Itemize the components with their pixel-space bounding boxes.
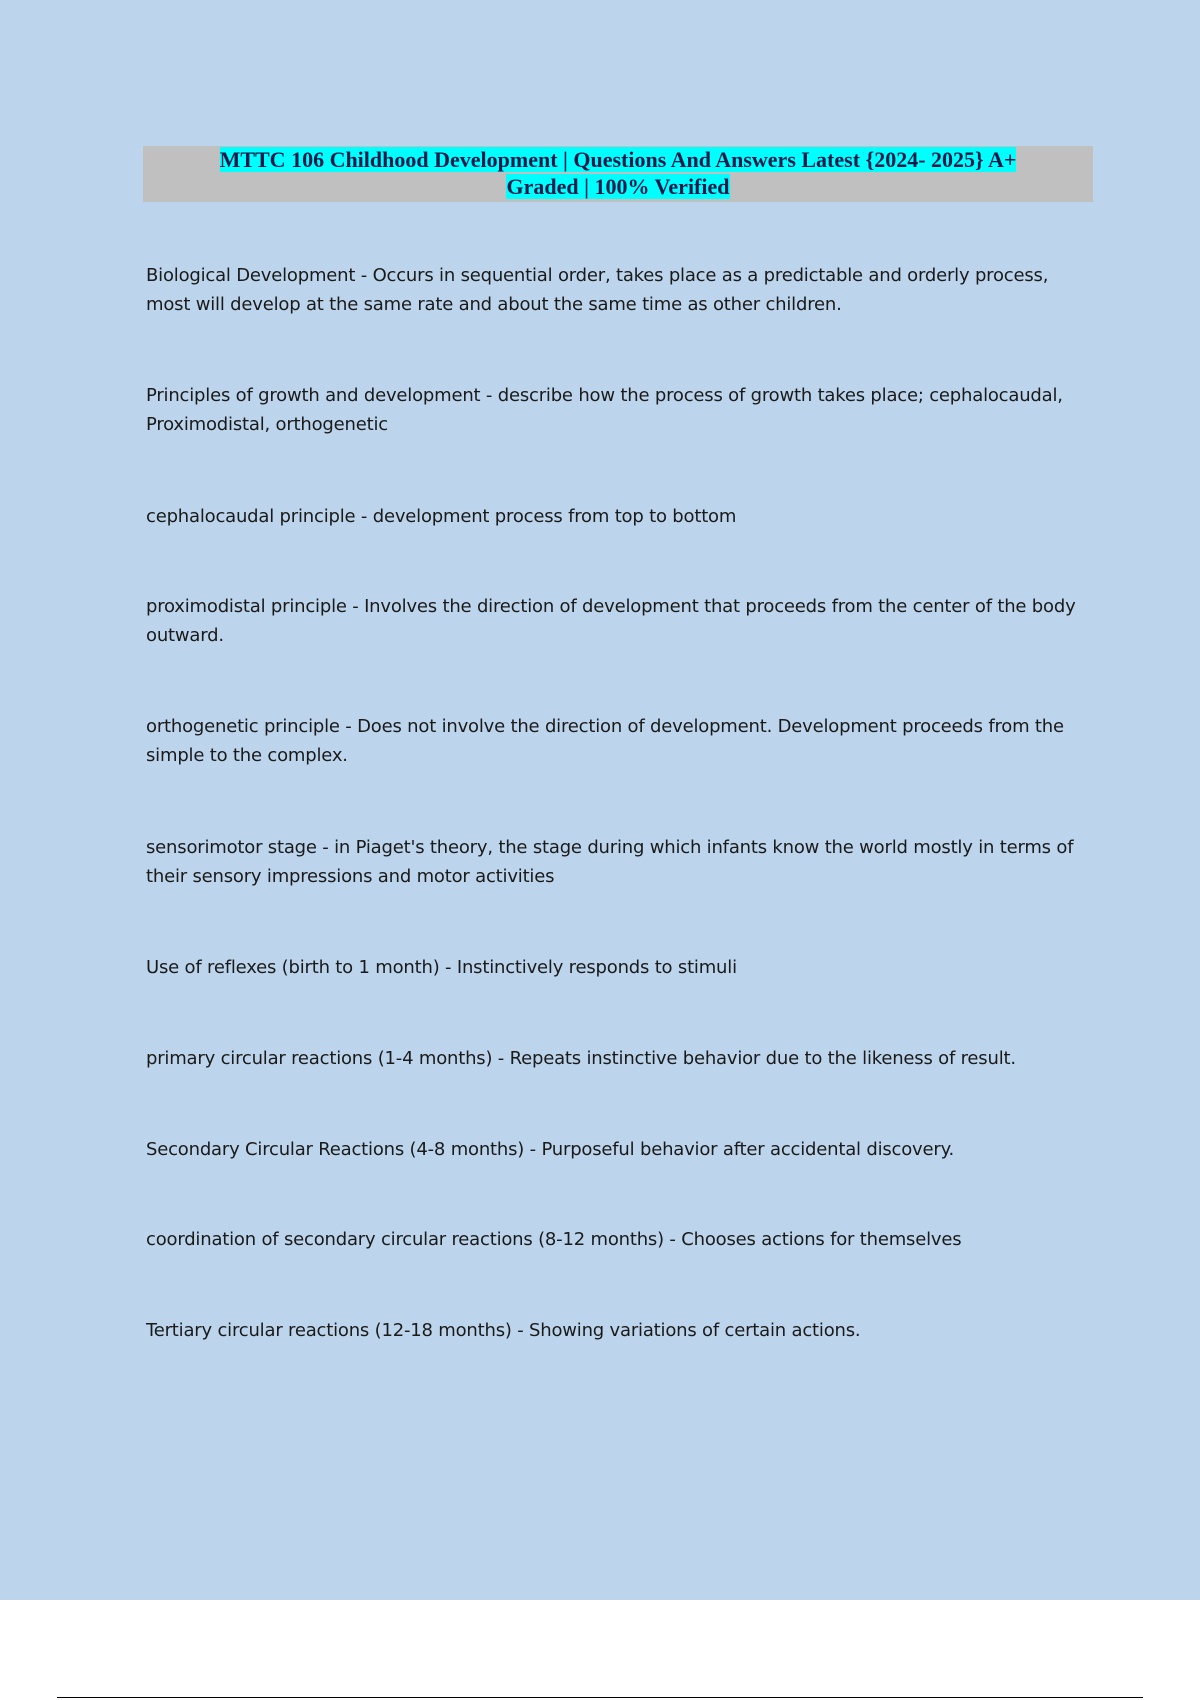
entry-item: proximodistal principle - Involves the direction of development that proceeds from the center of the body outward. — [146, 596, 1076, 646]
entry-item: cephalocaudal principle - development process from top to bottom — [146, 506, 737, 527]
entry-item: Use of reflexes (birth to 1 month) - Instinctively responds to stimuli — [146, 957, 737, 978]
title-line-2: Graded | 100% Verified — [506, 174, 730, 199]
entry-item: Tertiary circular reactions (12-18 months) - Showing variations of certain actions. — [146, 1320, 861, 1341]
entry-item: sensorimotor stage - in Piaget's theory, the stage during which infants know the world mostly in terms of their sensory impressions and motor activities — [146, 837, 1074, 887]
entry-item: orthogenetic principle - Does not involve the direction of development. Development proceeds from the simple to the complex. — [146, 716, 1064, 766]
entry-item: Biological Development - Occurs in sequential order, takes place as a predictable and orderly process, most will develop at the same rate and about the same time as other children. — [146, 265, 1049, 315]
footer-rule — [57, 1697, 1143, 1698]
entry-item: Secondary Circular Reactions (4-8 months) - Purposeful behavior after accidental discovery. — [146, 1139, 954, 1160]
title-line-1: MTTC 106 Childhood Development | Questions And Answers Latest {2024- 2025} A+ — [219, 147, 1017, 172]
entry-item: Principles of growth and development - describe how the process of growth takes place; cephalocaudal, Proximodistal, orthogenetic — [146, 385, 1063, 435]
entry-item: primary circular reactions (1-4 months) - Repeats instinctive behavior due to the likeness of result. — [146, 1048, 1016, 1069]
document-title — [143, 146, 1093, 202]
entry-item: coordination of secondary circular reactions (8-12 months) - Chooses actions for themselves — [146, 1229, 962, 1250]
